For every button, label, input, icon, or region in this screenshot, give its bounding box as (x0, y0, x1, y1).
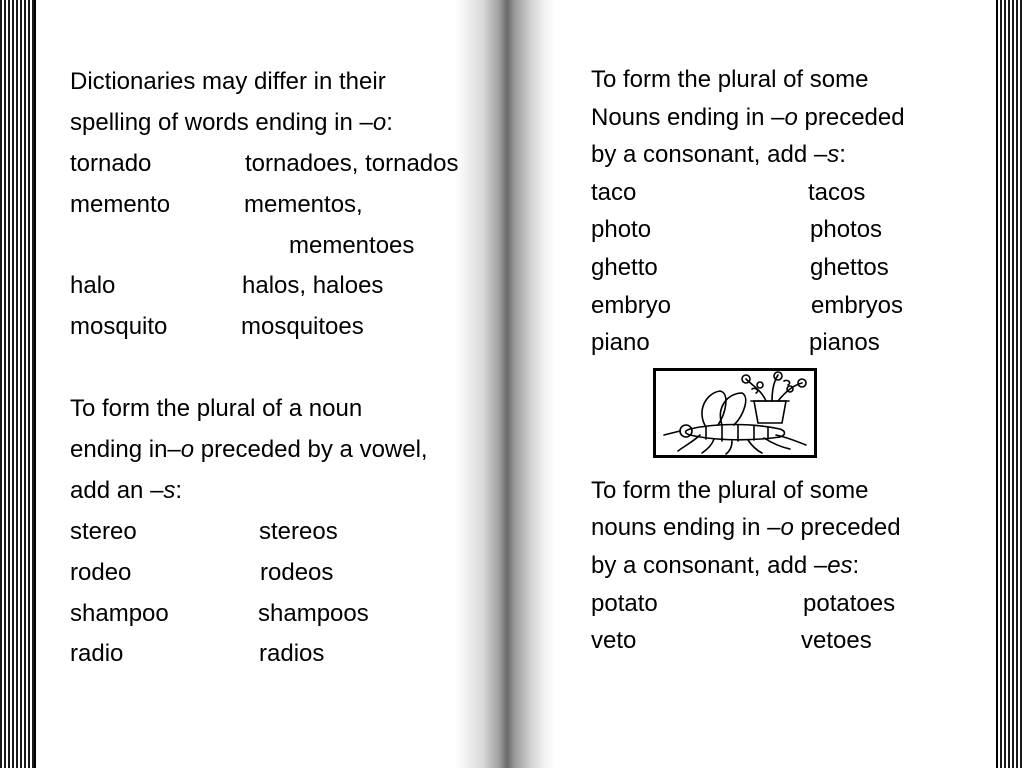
word-pair (591, 622, 991, 660)
mosquito-clipart-icon (653, 368, 817, 458)
word-pair (591, 585, 991, 623)
singular-word: stereo (70, 517, 137, 545)
plural-word: mementos, (244, 190, 363, 218)
singular-word: memento (70, 190, 171, 218)
rule-line: To form the plural of some (591, 66, 869, 93)
plural-word: radios (259, 640, 325, 668)
word-pair (70, 266, 490, 307)
word-pair (70, 185, 490, 226)
singular-word: veto (591, 627, 637, 655)
singular-word: radio (70, 640, 124, 668)
rule-line: nouns ending in –o preceded (591, 514, 901, 542)
plural-word: vetoes (801, 627, 872, 655)
singular-word: photo (591, 216, 652, 244)
plural-word: pianos (809, 329, 880, 357)
plural-word: embryos (811, 291, 904, 319)
plural-word: mementoes (289, 231, 415, 259)
plural-word: rodeos (260, 558, 334, 586)
singular-word: tornado (70, 149, 152, 177)
right-page (591, 61, 991, 660)
word-pair (591, 211, 991, 249)
spacer (70, 348, 490, 389)
word-pair (591, 249, 991, 287)
plural-word: tacos (808, 178, 866, 206)
singular-word: ghetto (591, 253, 658, 281)
word-pair-continued (70, 226, 490, 267)
plural-word: shampoos (258, 599, 369, 627)
singular-word: halo (70, 272, 116, 300)
singular-word: embryo (591, 291, 672, 319)
intro-line: Dictionaries may differ in their (70, 68, 386, 95)
word-pair (591, 287, 991, 325)
mosquito-illustration-icon (656, 371, 814, 455)
rule-line: ending in–o preceded by a vowel, (70, 436, 428, 464)
right-page-edge (996, 0, 1024, 768)
plural-word: photos (810, 216, 883, 244)
plural-word: stereos (259, 517, 338, 545)
word-pair (591, 174, 991, 212)
singular-word: potato (591, 589, 658, 617)
word-pair (70, 634, 490, 675)
singular-word: mosquito (70, 313, 168, 341)
left-page (70, 62, 490, 675)
plural-word: potatoes (803, 589, 896, 617)
plural-word: tornadoes, tornados (245, 149, 459, 177)
rule-line: To form the plural of some (591, 476, 869, 504)
rule-line: Nouns ending in –o preceded (591, 103, 905, 131)
word-pair (70, 307, 490, 348)
rule-line: To form the plural of a noun (70, 395, 363, 423)
singular-word: rodeo (70, 558, 132, 586)
intro-line: spelling of words ending in –o: (70, 108, 393, 136)
rule-line: add an –s: (70, 476, 183, 504)
left-page-edge (0, 0, 36, 768)
singular-word: taco (591, 178, 637, 206)
singular-word: piano (591, 329, 650, 357)
rule-line: by a consonant, add –s: (591, 141, 846, 169)
word-pair (70, 144, 490, 185)
singular-word: shampoo (70, 599, 169, 627)
rule-line: by a consonant, add –es: (591, 551, 860, 579)
word-pair (70, 594, 490, 635)
plural-word: halos, haloes (242, 272, 384, 300)
word-pair (70, 553, 490, 594)
word-pair (70, 512, 490, 553)
plural-word: mosquitoes (241, 313, 364, 341)
word-pair (591, 324, 991, 362)
plural-word: ghettos (810, 253, 889, 281)
